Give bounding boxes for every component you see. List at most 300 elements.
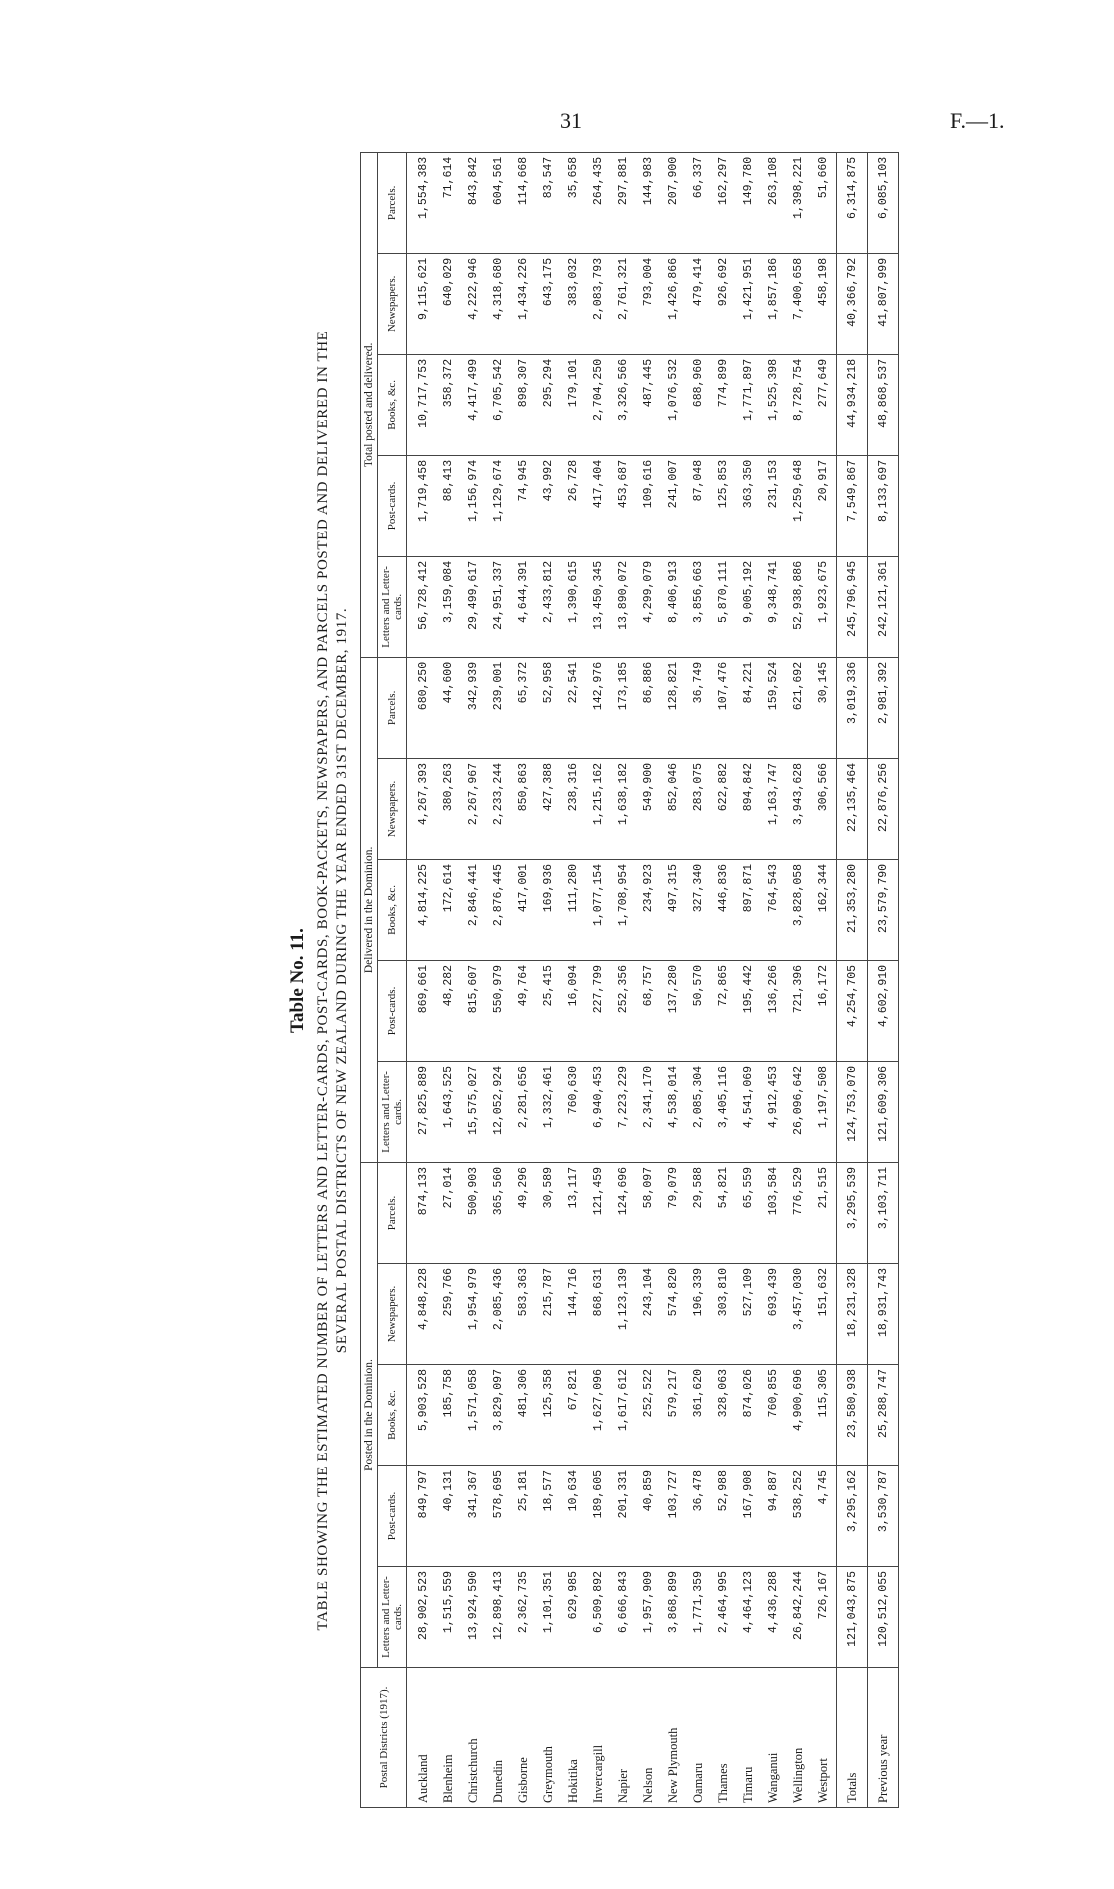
table-row <box>407 152 437 1807</box>
table-number: Table No. 11. <box>287 928 308 1033</box>
value-cell: 3,856,663 <box>686 556 711 657</box>
value-cell: 27,825,889 <box>407 1061 437 1162</box>
value-cell: 26,096,642 <box>786 1061 811 1162</box>
value-cell: 234,923 <box>636 859 661 960</box>
value-cell: 259,766 <box>436 1264 461 1365</box>
value-cell: 144,716 <box>561 1264 586 1365</box>
value-cell: 4,848,228 <box>407 1264 437 1365</box>
header-parcels: Parcels. <box>378 657 407 758</box>
district-name: Gisborne <box>511 1668 536 1808</box>
value-cell: 295,294 <box>536 354 561 455</box>
table-caption <box>314 153 352 1808</box>
value-cell: 487,445 <box>636 354 661 455</box>
table-row <box>436 152 461 1807</box>
value-cell: 1,571,058 <box>461 1365 486 1466</box>
value-cell: 327,340 <box>686 859 711 960</box>
value-cell: 169,936 <box>536 859 561 960</box>
value-cell: 774,899 <box>711 354 736 455</box>
value-cell: 25,415 <box>536 960 561 1061</box>
header-newspapers: Newspapers. <box>378 1264 407 1365</box>
value-cell: 23,579,790 <box>868 859 899 960</box>
value-cell: 342,939 <box>461 657 486 758</box>
value-cell: 6,940,453 <box>586 1061 611 1162</box>
value-cell: 760,630 <box>561 1061 586 1162</box>
district-name: Wellington <box>786 1668 811 1808</box>
value-cell: 574,820 <box>661 1264 686 1365</box>
previous-year-row <box>868 152 899 1807</box>
header-group-total: Total posted and delivered. <box>361 152 378 657</box>
value-cell: 1,421,951 <box>736 253 761 354</box>
value-cell: 3,405,116 <box>711 1061 736 1162</box>
value-cell: 4,417,499 <box>461 354 486 455</box>
value-cell: 231,153 <box>761 455 786 556</box>
value-cell: 1,215,162 <box>586 758 611 859</box>
district-name: Hokitika <box>561 1668 586 1808</box>
value-cell: 103,727 <box>661 1466 686 1567</box>
value-cell: 852,046 <box>661 758 686 859</box>
value-cell: 5,903,528 <box>407 1365 437 1466</box>
value-cell: 121,609,306 <box>868 1061 899 1162</box>
value-cell: 726,167 <box>811 1567 837 1668</box>
value-cell: 10,717,753 <box>407 354 437 455</box>
value-cell: 380,263 <box>436 758 461 859</box>
value-cell: 538,252 <box>786 1466 811 1567</box>
value-cell: 1,708,954 <box>611 859 636 960</box>
value-cell: 18,577 <box>536 1466 561 1567</box>
district-name: Nelson <box>636 1668 661 1808</box>
page-reference: F.—1. <box>950 108 1005 133</box>
value-cell: 18,231,328 <box>837 1264 868 1365</box>
value-cell: 2,281,656 <box>511 1061 536 1162</box>
value-cell: 583,363 <box>511 1264 536 1365</box>
value-cell: 7,400,658 <box>786 253 811 354</box>
value-cell: 4,644,391 <box>511 556 536 657</box>
value-cell: 48,868,537 <box>868 354 899 455</box>
value-cell: 52,958 <box>536 657 561 758</box>
value-cell: 12,898,413 <box>486 1567 511 1668</box>
value-cell: 162,297 <box>711 152 736 253</box>
header-books: Books, &c. <box>378 354 407 455</box>
value-cell: 6,314,875 <box>837 152 868 253</box>
value-cell: 446,836 <box>711 859 736 960</box>
header-row-columns <box>378 152 407 1807</box>
value-cell: 2,362,735 <box>511 1567 536 1668</box>
value-cell: 195,442 <box>736 960 761 1061</box>
value-cell: 144,983 <box>636 152 661 253</box>
value-cell: 16,172 <box>811 960 837 1061</box>
district-name: Timaru <box>736 1668 761 1808</box>
value-cell: 243,104 <box>636 1264 661 1365</box>
value-cell: 643,175 <box>536 253 561 354</box>
value-cell: 172,614 <box>436 859 461 960</box>
value-cell: 3,159,084 <box>436 556 461 657</box>
table-row <box>461 152 486 1807</box>
value-cell: 9,348,741 <box>761 556 786 657</box>
value-cell: 9,115,621 <box>407 253 437 354</box>
value-cell: 1,101,351 <box>536 1567 561 1668</box>
value-cell: 26,728 <box>561 455 586 556</box>
district-name: Napier <box>611 1668 636 1808</box>
value-cell: 1,857,186 <box>761 253 786 354</box>
value-cell: 48,282 <box>436 960 461 1061</box>
value-cell: 252,356 <box>611 960 636 1061</box>
value-cell: 4,318,680 <box>486 253 511 354</box>
value-cell: 196,339 <box>686 1264 711 1365</box>
header-letters: Letters and Letter-cards. <box>378 556 407 657</box>
header-group-posted: Posted in the Dominion. <box>361 1162 378 1667</box>
value-cell: 760,855 <box>761 1365 786 1466</box>
value-cell: 40,859 <box>636 1466 661 1567</box>
value-cell: 185,758 <box>436 1365 461 1466</box>
value-cell: 13,924,590 <box>461 1567 486 1668</box>
district-name: Invercargill <box>586 1668 611 1808</box>
value-cell: 1,957,909 <box>636 1567 661 1668</box>
value-cell: 1,123,139 <box>611 1264 636 1365</box>
page-header <box>0 108 1114 148</box>
district-name: Westport <box>811 1668 837 1808</box>
value-cell: 417,001 <box>511 859 536 960</box>
value-cell: 6,509,892 <box>586 1567 611 1668</box>
table-row <box>636 152 661 1807</box>
value-cell: 36,749 <box>686 657 711 758</box>
value-cell: 1,627,096 <box>586 1365 611 1466</box>
value-cell: 2,083,793 <box>586 253 611 354</box>
value-cell: 1,923,675 <box>811 556 837 657</box>
value-cell: 3,019,336 <box>837 657 868 758</box>
value-cell: 894,842 <box>736 758 761 859</box>
value-cell: 693,439 <box>761 1264 786 1365</box>
value-cell: 3,103,711 <box>868 1162 899 1263</box>
value-cell: 87,048 <box>686 455 711 556</box>
value-cell: 578,695 <box>486 1466 511 1567</box>
table-row <box>811 152 837 1807</box>
value-cell: 361,620 <box>686 1365 711 1466</box>
value-cell: 121,043,875 <box>837 1567 868 1668</box>
value-cell: 1,398,221 <box>786 152 811 253</box>
value-cell: 50,570 <box>686 960 711 1061</box>
header-parcels: Parcels. <box>378 1162 407 1263</box>
value-cell: 874,026 <box>736 1365 761 1466</box>
value-cell: 4,900,696 <box>786 1365 811 1466</box>
table-row <box>711 152 736 1807</box>
value-cell: 30,589 <box>536 1162 561 1263</box>
value-cell: 242,121,361 <box>868 556 899 657</box>
value-cell: 297,881 <box>611 152 636 253</box>
value-cell: 1,390,615 <box>561 556 586 657</box>
value-cell: 36,478 <box>686 1466 711 1567</box>
value-cell: 898,307 <box>511 354 536 455</box>
value-cell: 72,865 <box>711 960 736 1061</box>
value-cell: 8,406,913 <box>661 556 686 657</box>
value-cell: 35,658 <box>561 152 586 253</box>
value-cell: 721,396 <box>786 960 811 1061</box>
value-cell: 173,185 <box>611 657 636 758</box>
value-cell: 417,404 <box>586 455 611 556</box>
value-cell: 24,951,337 <box>486 556 511 657</box>
value-cell: 849,797 <box>407 1466 437 1567</box>
value-cell: 9,005,192 <box>736 556 761 657</box>
value-cell: 1,643,525 <box>436 1061 461 1162</box>
value-cell: 1,259,648 <box>786 455 811 556</box>
value-cell: 252,522 <box>636 1365 661 1466</box>
district-name: Dunedin <box>486 1668 511 1808</box>
value-cell: 427,388 <box>536 758 561 859</box>
value-cell: 65,559 <box>736 1162 761 1263</box>
value-cell: 22,876,256 <box>868 758 899 859</box>
value-cell: 4,436,288 <box>761 1567 786 1668</box>
header-postcards: Post-cards. <box>378 960 407 1061</box>
value-cell: 52,938,886 <box>786 556 811 657</box>
value-cell: 86,886 <box>636 657 661 758</box>
value-cell: 3,868,899 <box>661 1567 686 1668</box>
table-row <box>661 152 686 1807</box>
value-cell: 189,605 <box>586 1466 611 1567</box>
totals-row <box>837 152 868 1807</box>
value-cell: 497,315 <box>661 859 686 960</box>
value-cell: 453,687 <box>611 455 636 556</box>
value-cell: 121,459 <box>586 1162 611 1263</box>
value-cell: 40,366,792 <box>837 253 868 354</box>
value-cell: 629,985 <box>561 1567 586 1668</box>
district-name: Christchurch <box>461 1668 486 1808</box>
value-cell: 4,912,453 <box>761 1061 786 1162</box>
value-cell: 84,221 <box>736 657 761 758</box>
value-cell: 4,541,069 <box>736 1061 761 1162</box>
value-cell: 621,692 <box>786 657 811 758</box>
value-cell: 1,434,226 <box>511 253 536 354</box>
value-cell: 365,560 <box>486 1162 511 1263</box>
value-cell: 1,719,458 <box>407 455 437 556</box>
rotated-table-block <box>287 153 1040 1808</box>
value-cell: 263,108 <box>761 152 786 253</box>
value-cell: 23,580,938 <box>837 1365 868 1466</box>
value-cell: 1,197,508 <box>811 1061 837 1162</box>
value-cell: 88,413 <box>436 455 461 556</box>
value-cell: 137,280 <box>661 960 686 1061</box>
value-cell: 207,900 <box>661 152 686 253</box>
value-cell: 67,821 <box>561 1365 586 1466</box>
value-cell: 41,807,999 <box>868 253 899 354</box>
value-cell: 264,435 <box>586 152 611 253</box>
value-cell: 22,541 <box>561 657 586 758</box>
value-cell: 2,433,812 <box>536 556 561 657</box>
value-cell: 5,870,111 <box>711 556 736 657</box>
value-cell: 874,133 <box>407 1162 437 1263</box>
value-cell: 277,649 <box>811 354 837 455</box>
table-row <box>736 152 761 1807</box>
value-cell: 1,638,182 <box>611 758 636 859</box>
value-cell: 6,705,542 <box>486 354 511 455</box>
table-row <box>536 152 561 1807</box>
value-cell: 1,163,747 <box>761 758 786 859</box>
value-cell: 2,267,967 <box>461 758 486 859</box>
value-cell: 3,829,097 <box>486 1365 511 1466</box>
value-cell: 167,908 <box>736 1466 761 1567</box>
value-cell: 8,133,697 <box>868 455 899 556</box>
value-cell: 868,631 <box>586 1264 611 1365</box>
caption-line-1: TABLE SHOWING THE ESTIMATED NUMBER OF LETTERS AND LETTER-CARDS, POST-CARDS, BOOK-PACKETS, NEWSPAPERS, AND PARCELS POSTED AND DELIVERED IN THE <box>315 330 331 1631</box>
value-cell: 12,052,924 <box>486 1061 511 1162</box>
value-cell: 124,753,070 <box>837 1061 868 1162</box>
value-cell: 1,332,461 <box>536 1061 561 1162</box>
value-cell: 4,745 <box>811 1466 837 1567</box>
header-district: Postal Districts (1917). <box>361 1668 407 1808</box>
value-cell: 71,614 <box>436 152 461 253</box>
value-cell: 341,367 <box>461 1466 486 1567</box>
value-cell: 2,704,250 <box>586 354 611 455</box>
value-cell: 550,979 <box>486 960 511 1061</box>
value-cell: 65,372 <box>511 657 536 758</box>
value-cell: 22,135,464 <box>837 758 868 859</box>
header-newspapers: Newspapers. <box>378 253 407 354</box>
value-cell: 103,584 <box>761 1162 786 1263</box>
header-letters: Letters and Letter-cards. <box>378 1567 407 1668</box>
value-cell: 4,814,225 <box>407 859 437 960</box>
value-cell: 18,931,743 <box>868 1264 899 1365</box>
value-cell: 238,316 <box>561 758 586 859</box>
value-cell: 604,561 <box>486 152 511 253</box>
district-name: Oamaru <box>686 1668 711 1808</box>
table-wrap <box>360 153 899 1808</box>
value-cell: 764,543 <box>761 859 786 960</box>
value-cell: 2,085,304 <box>686 1061 711 1162</box>
value-cell: 151,632 <box>811 1264 837 1365</box>
value-cell: 120,512,055 <box>868 1567 899 1668</box>
value-cell: 3,530,787 <box>868 1466 899 1567</box>
value-cell: 74,945 <box>511 455 536 556</box>
value-cell: 159,524 <box>761 657 786 758</box>
value-cell: 44,600 <box>436 657 461 758</box>
value-cell: 4,602,910 <box>868 960 899 1061</box>
table-row <box>511 152 536 1807</box>
district-name: Auckland <box>407 1668 437 1808</box>
value-cell: 142,976 <box>586 657 611 758</box>
value-cell: 7,549,867 <box>837 455 868 556</box>
value-cell: 4,538,014 <box>661 1061 686 1162</box>
value-cell: 29,588 <box>686 1162 711 1263</box>
value-cell: 13,450,345 <box>586 556 611 657</box>
value-cell: 776,529 <box>786 1162 811 1263</box>
header-postcards: Post-cards. <box>378 455 407 556</box>
value-cell: 640,029 <box>436 253 461 354</box>
value-cell: 245,796,945 <box>837 556 868 657</box>
value-cell: 3,828,058 <box>786 859 811 960</box>
value-cell: 49,296 <box>511 1162 536 1263</box>
value-cell: 54,821 <box>711 1162 736 1263</box>
value-cell: 68,757 <box>636 960 661 1061</box>
table-row <box>586 152 611 1807</box>
value-cell: 1,077,154 <box>586 859 611 960</box>
value-cell: 1,617,612 <box>611 1365 636 1466</box>
value-cell: 29,499,617 <box>461 556 486 657</box>
value-cell: 7,223,229 <box>611 1061 636 1162</box>
value-cell: 107,476 <box>711 657 736 758</box>
value-cell: 56,728,412 <box>407 556 437 657</box>
value-cell: 26,842,244 <box>786 1567 811 1668</box>
value-cell: 1,129,674 <box>486 455 511 556</box>
table-row <box>686 152 711 1807</box>
district-name: Previous year <box>868 1668 899 1808</box>
header-books: Books, &c. <box>378 1365 407 1466</box>
value-cell: 109,616 <box>636 455 661 556</box>
value-cell: 2,876,445 <box>486 859 511 960</box>
value-cell: 1,525,398 <box>761 354 786 455</box>
value-cell: 6,666,843 <box>611 1567 636 1668</box>
value-cell: 125,358 <box>536 1365 561 1466</box>
value-cell: 3,295,162 <box>837 1466 868 1567</box>
table-row <box>611 152 636 1807</box>
value-cell: 8,728,754 <box>786 354 811 455</box>
value-cell: 3,295,539 <box>837 1162 868 1263</box>
value-cell: 527,109 <box>736 1264 761 1365</box>
value-cell: 10,634 <box>561 1466 586 1567</box>
value-cell: 2,341,170 <box>636 1061 661 1162</box>
district-name: Greymouth <box>536 1668 561 1808</box>
value-cell: 1,954,979 <box>461 1264 486 1365</box>
value-cell: 479,414 <box>686 253 711 354</box>
value-cell: 215,787 <box>536 1264 561 1365</box>
value-cell: 114,668 <box>511 152 536 253</box>
value-cell: 1,771,359 <box>686 1567 711 1668</box>
value-cell: 1,771,897 <box>736 354 761 455</box>
table-body <box>407 152 899 1807</box>
caption-line-2: SEVERAL POSTAL DISTRICTS OF NEW ZEALAND DURING THE YEAR ENDED 31ST DECEMBER, 1917. <box>334 607 350 1354</box>
value-cell: 4,254,705 <box>837 960 868 1061</box>
value-cell: 458,198 <box>811 253 837 354</box>
value-cell: 25,181 <box>511 1466 536 1567</box>
value-cell: 4,222,946 <box>461 253 486 354</box>
value-cell: 306,566 <box>811 758 837 859</box>
value-cell: 793,004 <box>636 253 661 354</box>
value-cell: 549,900 <box>636 758 661 859</box>
value-cell: 283,075 <box>686 758 711 859</box>
page-number: 31 <box>560 108 582 133</box>
header-books: Books, &c. <box>378 859 407 960</box>
postal-statistics-table <box>360 152 899 1808</box>
value-cell: 926,692 <box>711 253 736 354</box>
header-row-groups <box>361 152 378 1807</box>
value-cell: 328,063 <box>711 1365 736 1466</box>
table-row <box>561 152 586 1807</box>
value-cell: 136,266 <box>761 960 786 1061</box>
value-cell: 40,131 <box>436 1466 461 1567</box>
value-cell: 850,863 <box>511 758 536 859</box>
value-cell: 111,280 <box>561 859 586 960</box>
value-cell: 622,882 <box>711 758 736 859</box>
value-cell: 128,821 <box>661 657 686 758</box>
header-newspapers: Newspapers. <box>378 758 407 859</box>
value-cell: 27,014 <box>436 1162 461 1263</box>
district-name: Blenheim <box>436 1668 461 1808</box>
value-cell: 500,903 <box>461 1162 486 1263</box>
district-name: Thames <box>711 1668 736 1808</box>
value-cell: 680,250 <box>407 657 437 758</box>
header-letters: Letters and Letter-cards. <box>378 1061 407 1162</box>
value-cell: 43,992 <box>536 455 561 556</box>
value-cell: 4,267,393 <box>407 758 437 859</box>
value-cell: 1,515,559 <box>436 1567 461 1668</box>
value-cell: 115,305 <box>811 1365 837 1466</box>
value-cell: 4,299,079 <box>636 556 661 657</box>
value-cell: 1,076,532 <box>661 354 686 455</box>
value-cell: 579,217 <box>661 1365 686 1466</box>
value-cell: 201,331 <box>611 1466 636 1567</box>
value-cell: 44,934,218 <box>837 354 868 455</box>
value-cell: 3,326,566 <box>611 354 636 455</box>
value-cell: 20,917 <box>811 455 837 556</box>
value-cell: 481,306 <box>511 1365 536 1466</box>
value-cell: 3,943,628 <box>786 758 811 859</box>
